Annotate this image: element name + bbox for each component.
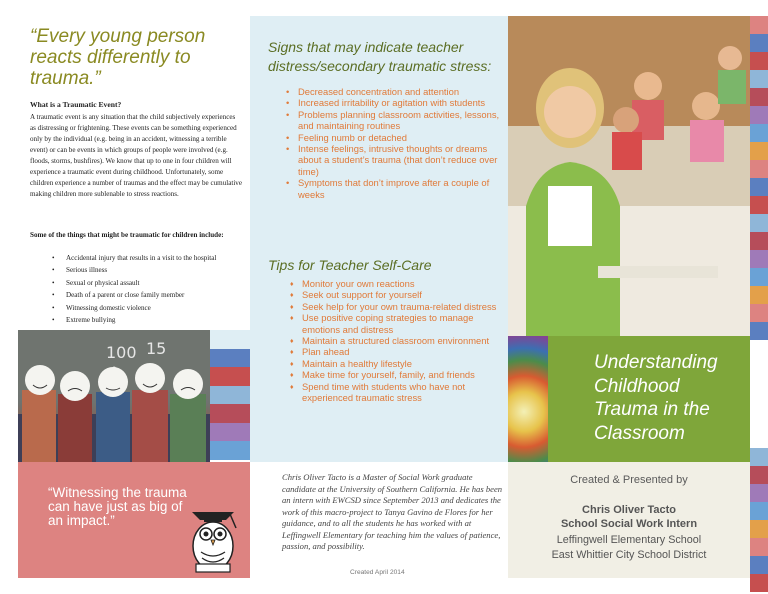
list-item: • Intense feelings, intrusive thoughts or dreams about a student’s trauma (that don’t reduce over time) (284, 143, 504, 177)
creator-name: Chris Oliver Tacto (582, 504, 676, 516)
author-bio: Chris Oliver Tacto is a Master of Social Work graduate candidate at the University of Southern California. He has been an intern with EWCSD since September 2013 and dedicates the work of this macro-project to Tanya Gavino de Flores for her guidance, and to all the students he has worked with at Leffingwell Elementary for teaching him the values of patience, passion, and possibility. (282, 472, 503, 551)
list-item: • Problems planning classroom activities, lessons, and maintaining routines (284, 109, 504, 132)
list-item: • Extreme bullying (48, 314, 248, 326)
created-by-label: Created & Presented by (570, 474, 688, 486)
left-panel (0, 0, 250, 594)
list-item: ♦ Make time for yourself, family, and friends (288, 369, 502, 380)
witnessing-quote-box (18, 462, 250, 578)
list-item: • Increased irritability or agitation with students (284, 97, 504, 108)
creator-district: East Whittier City School District (551, 549, 707, 561)
list-item: ♦ Use positive coping strategies to manage emotions and distress (288, 312, 502, 335)
color-stripes (210, 330, 250, 462)
color-stripes-right (750, 16, 768, 594)
list-item: ♦ Seek out support for yourself (288, 289, 502, 300)
witnessing-quote: “Witnessing the trauma can have just as big of an impact.” (48, 485, 187, 528)
self-care-tips-list (288, 278, 502, 403)
colored-pencils-photo (508, 336, 548, 462)
list-item: • Sexual or physical assault (48, 277, 248, 289)
list-item: • Decreased concentration and attention (284, 86, 504, 97)
list-item: • Feeling numb or detached (284, 132, 504, 143)
middle-panel (250, 0, 508, 594)
svg-text:100: 100 (106, 343, 137, 362)
list-item: ♦ Monitor your own reactions (288, 278, 502, 289)
distress-signs-list (284, 86, 504, 200)
opening-quote: “Every young person reacts differently to trauma.” (30, 26, 206, 89)
list-item: ♦ Maintain a structured classroom environment (288, 335, 502, 346)
section-heading-self-care: Tips for Teacher Self-Care (268, 257, 432, 273)
list-item: ♦ Maintain a healthy lifestyle (288, 358, 502, 369)
creator-role: School Social Work Intern (560, 518, 698, 530)
list-item: • Death of a parent or close family member (48, 289, 248, 301)
list-item: • Accidental injury that results in a visit to the hospital (48, 252, 248, 264)
list-item: ♦ Plan ahead (288, 346, 502, 357)
section-heading-trauma-examples: Some of the things that might be traumatic for children include: (30, 231, 224, 239)
creator-school: Leffingwell Elementary School (556, 534, 702, 546)
list-item: ♦ Seek help for your own trauma-related distress (288, 301, 502, 312)
teacher-info-panel (250, 16, 508, 462)
brochure-title: Understanding Childhood Trauma in the Classroom (594, 352, 718, 444)
list-item: ♦ Spend time with students who have not experienced traumatic stress (288, 381, 502, 404)
creator-info-box (508, 462, 750, 578)
owl-graduate-icon (182, 502, 244, 574)
trauma-examples-list (48, 252, 248, 326)
list-item: • Serious illness (48, 264, 248, 276)
teacher-with-students-photo (508, 16, 750, 336)
section-heading-traumatic-event: What is a Traumatic Event? (30, 100, 122, 109)
right-panel (508, 0, 768, 594)
created-date: Created April 2014 (350, 569, 405, 576)
list-item: • Symptoms that don’t improve after a couple of weeks (284, 177, 504, 200)
list-item: • Witnessing domestic violence (48, 302, 248, 314)
children-with-face-drawings-photo (18, 330, 210, 462)
section-heading-teacher-distress: Signs that may indicate teacher distress/secondary traumatic stress: (268, 39, 492, 74)
svg-text:15: 15 (146, 339, 167, 358)
brochure-title-box (548, 336, 750, 462)
traumatic-event-description: A traumatic event is any situation that the child subjectively experiences as distressing or frightening. These events can be something experienced only by the individual (e.g. being in an accident, witnessing a terrible event) or can be events in which groups of people were involved (e.g. floods, storms, bushfires). We know that up to one in four children will experience a traumatic event during childhood. Unfortunately, some children experience a number of traumas and the effect may be cumulative making children more sublenable to stress reactions. (30, 113, 242, 198)
